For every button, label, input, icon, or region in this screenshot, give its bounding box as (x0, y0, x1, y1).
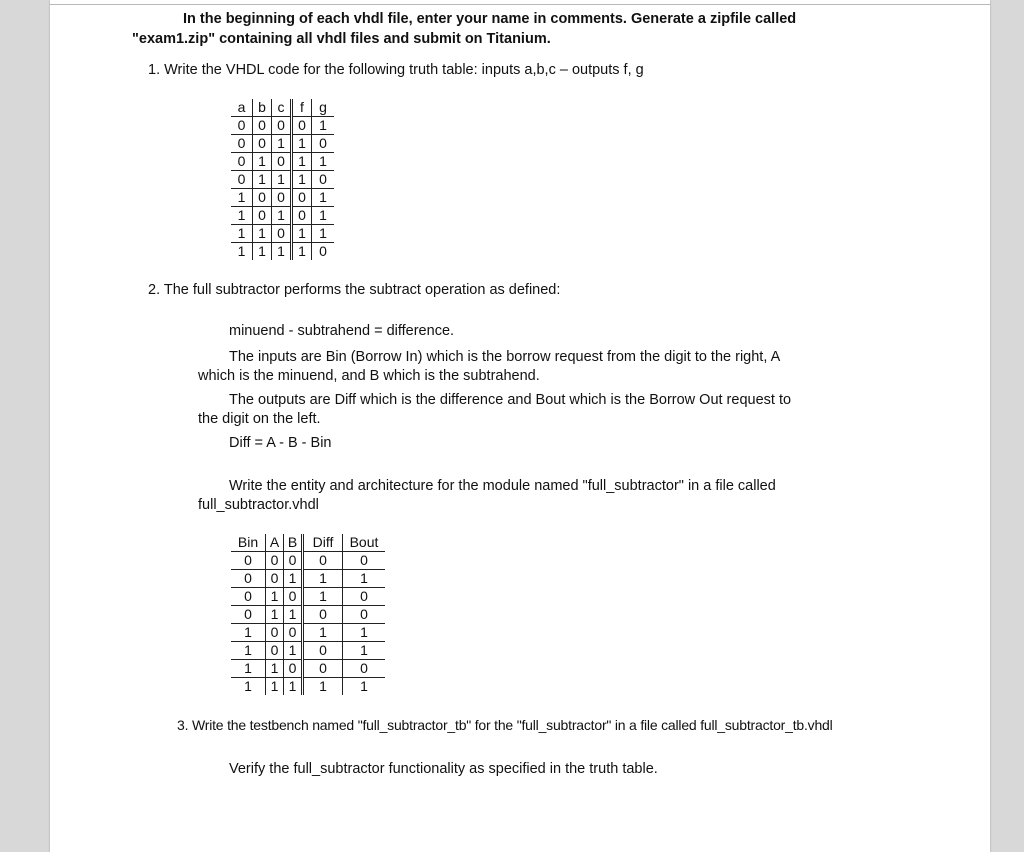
truth-table-cell: 0 (284, 660, 303, 678)
q2-intro: 2. The full subtractor performs the subtract operation as defined: (148, 282, 561, 298)
q3-prompt: 3. Write the testbench named "full_subtractor_tb" for the "full_subtractor" in a file called full_subtractor_tb.vhdl (177, 717, 833, 733)
truth-table-cell: 0 (303, 606, 343, 624)
truth-table-cell: 1 (284, 642, 303, 660)
truth-table-cell: 1 (253, 225, 272, 243)
truth-table-cell: 1 (343, 570, 386, 588)
q2-outputs-line-2: the digit on the left. (198, 411, 321, 427)
q2-inputs-line-2: which is the minuend, and B which is the subtrahend. (198, 368, 540, 384)
truth-table-cell: 1 (231, 642, 266, 660)
truth-table-cell: 1 (292, 225, 312, 243)
truth-table-row (231, 642, 385, 660)
truth-table-cell: 1 (266, 588, 284, 606)
truth-table-row (231, 624, 385, 642)
truth-table-cell: 1 (292, 153, 312, 171)
truth-table-cell: 0 (266, 570, 284, 588)
truth-table-cell: 1 (312, 189, 335, 207)
truth-table-cell: 1 (253, 153, 272, 171)
truth-table-cell: 0 (272, 225, 292, 243)
truth-table-header-cell: g (312, 99, 335, 117)
truth-table-cell: 1 (253, 171, 272, 189)
truth-table-cell: 1 (272, 243, 292, 261)
truth-table-row (231, 552, 385, 570)
q2-definition: minuend - subtrahend = difference. (229, 323, 455, 339)
truth-table-header-cell: B (284, 534, 303, 552)
truth-table-cell: 0 (292, 117, 312, 135)
truth-table-row (231, 135, 334, 153)
truth-table-row (231, 570, 385, 588)
truth-table-cell: 1 (303, 624, 343, 642)
truth-table-cell: 0 (253, 135, 272, 153)
truth-table-header-cell: Bin (231, 534, 266, 552)
q2-outputs-line-1: The outputs are Diff which is the difference and Bout which is the Borrow Out request to (229, 392, 792, 408)
truth-table-row (231, 207, 334, 225)
truth-table-header-cell: b (253, 99, 272, 117)
truth-table-cell: 0 (231, 153, 253, 171)
truth-table-2 (231, 534, 385, 695)
truth-table-cell: 1 (343, 642, 386, 660)
truth-table-cell: 0 (266, 642, 284, 660)
q2-write-line-2: full_subtractor.vhdl (198, 497, 319, 513)
truth-table-cell: 0 (231, 606, 266, 624)
intro-line-1: In the beginning of each vhdl file, enter your name in comments. Generate a zipfile called (183, 11, 797, 27)
truth-table-cell: 0 (284, 588, 303, 606)
truth-table-cell: 1 (312, 225, 335, 243)
document-page (50, 0, 990, 852)
truth-table-cell: 1 (343, 624, 386, 642)
truth-table-cell: 1 (231, 225, 253, 243)
truth-table-header-cell: c (272, 99, 292, 117)
truth-table-cell: 0 (292, 207, 312, 225)
truth-table-cell: 1 (231, 660, 266, 678)
truth-table-cell: 1 (312, 153, 335, 171)
truth-table-row (231, 588, 385, 606)
truth-table-header-row (231, 534, 385, 552)
q3-verify: Verify the full_subtractor functionality as specified in the truth table. (229, 761, 658, 777)
truth-table-cell: 0 (272, 117, 292, 135)
truth-table-header-cell: Bout (343, 534, 386, 552)
truth-table-cell: 1 (266, 678, 284, 696)
truth-table-cell: 0 (312, 171, 335, 189)
truth-table-cell: 0 (231, 135, 253, 153)
truth-table-cell: 1 (231, 189, 253, 207)
truth-table-cell: 0 (272, 189, 292, 207)
truth-table-row (231, 606, 385, 624)
truth-table-row (231, 189, 334, 207)
truth-table-row (231, 153, 334, 171)
truth-table-row (231, 660, 385, 678)
truth-table-cell: 1 (312, 117, 335, 135)
truth-table-cell: 0 (343, 552, 386, 570)
truth-table-cell: 1 (284, 606, 303, 624)
truth-table-cell: 1 (266, 606, 284, 624)
truth-table-cell: 1 (272, 135, 292, 153)
truth-table-cell: 0 (231, 117, 253, 135)
truth-table-row (231, 225, 334, 243)
truth-table-cell: 0 (343, 588, 386, 606)
truth-table-cell: 0 (231, 171, 253, 189)
truth-table-cell: 1 (253, 243, 272, 261)
truth-table-row (231, 171, 334, 189)
q2-formula: Diff = A - B - Bin (229, 435, 332, 451)
truth-table-cell: 0 (266, 552, 284, 570)
intro-line-2: "exam1.zip" containing all vhdl files and submit on Titanium. (132, 31, 551, 47)
truth-table-cell: 1 (231, 624, 266, 642)
truth-table-cell: 1 (237, 243, 246, 259)
truth-table-cell: 0 (272, 153, 292, 171)
truth-table-cell: 1 (303, 570, 343, 588)
truth-table-cell: 1 (312, 207, 335, 225)
truth-table-row (231, 678, 385, 696)
truth-table-cell: 1 (284, 570, 303, 588)
truth-table-cell: 1 (292, 171, 312, 189)
truth-table-cell: 0 (284, 552, 303, 570)
truth-table-cell: 0 (231, 570, 266, 588)
truth-table-cell: 0 (303, 642, 343, 660)
truth-table-header-cell: Diff (303, 534, 343, 552)
page-top-rule (50, 4, 990, 5)
truth-table-cell: 0 (231, 588, 266, 606)
q2-inputs-line-1: The inputs are Bin (Borrow In) which is the borrow request from the digit to the right, A (229, 349, 781, 365)
q1-prompt: 1. Write the VHDL code for the following truth table: inputs a,b,c – outputs f, g (148, 62, 644, 78)
truth-table-cell: 0 (343, 606, 386, 624)
truth-table-cell: 0 (303, 552, 343, 570)
truth-table-cell: 1 (272, 171, 292, 189)
truth-table-header-cell: A (266, 534, 284, 552)
truth-table-cell: 0 (284, 624, 303, 642)
truth-table-cell: 0 (343, 660, 386, 678)
truth-table-header-cell: a (231, 99, 253, 117)
truth-table-cell: 1 (244, 678, 252, 694)
truth-table-cell: 0 (266, 624, 284, 642)
truth-table-cell: 0 (312, 135, 335, 153)
truth-table-row (231, 117, 334, 135)
truth-table-header-cell: f (292, 99, 312, 117)
truth-table-cell: 0 (312, 243, 335, 261)
truth-table-cell: 0 (253, 117, 272, 135)
truth-table-cell: 1 (343, 678, 386, 696)
truth-table-cell: 1 (303, 588, 343, 606)
truth-table-cell: 0 (292, 189, 312, 207)
truth-table-cell: 1 (266, 660, 284, 678)
truth-table-cell: 0 (253, 189, 272, 207)
truth-table-cell: 1 (292, 243, 312, 261)
truth-table-cell: 0 (253, 207, 272, 225)
truth-table-cell: 1 (284, 678, 303, 696)
truth-table-1 (231, 99, 334, 260)
q2-write-line-1: Write the entity and architecture for the module named "full_subtractor" in a file called (229, 478, 776, 494)
truth-table-cell: 0 (303, 660, 343, 678)
truth-table-cell: 1 (303, 678, 343, 696)
truth-table-header-row (231, 99, 334, 117)
truth-table-cell: 1 (231, 207, 253, 225)
truth-table-row (231, 243, 334, 261)
truth-table-cell: 1 (272, 207, 292, 225)
truth-table-cell: 1 (292, 135, 312, 153)
truth-table-cell: 0 (231, 552, 266, 570)
